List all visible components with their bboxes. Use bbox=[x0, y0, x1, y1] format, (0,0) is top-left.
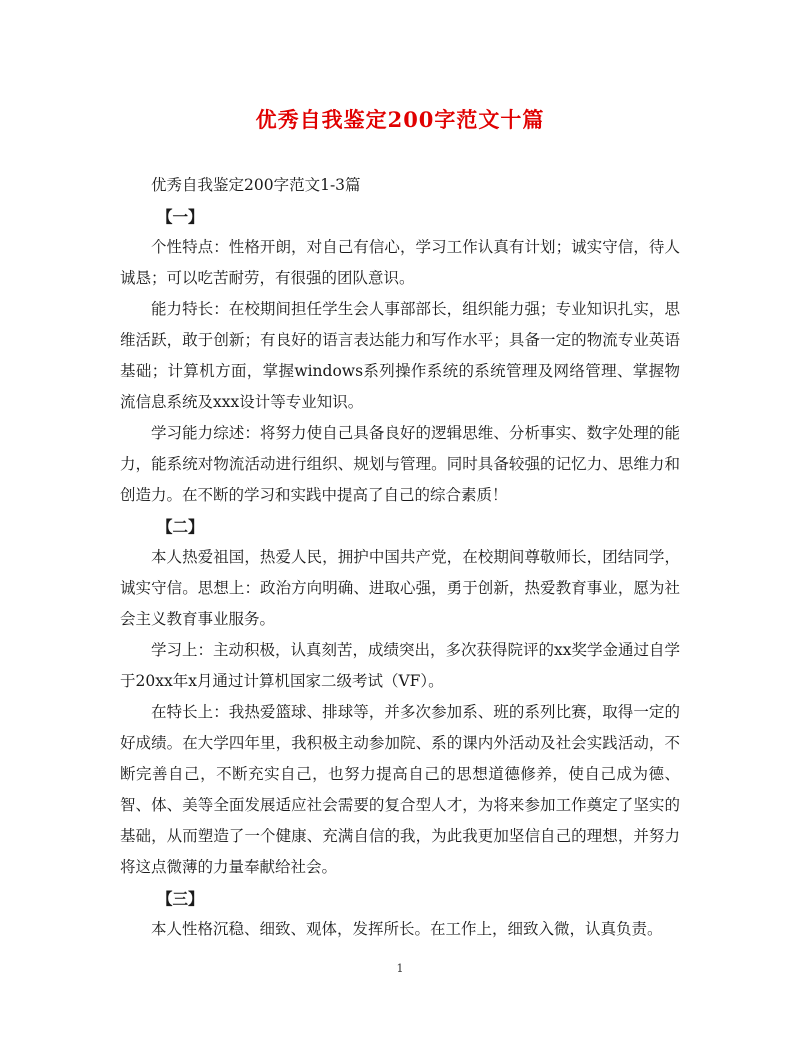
document-body bbox=[120, 170, 680, 945]
paragraph: 个性特点：性格开朗，对自己有信心，学习工作认真有计划；诚实守信，待人诚恳；可以吃苦耐劳，有很强的团队意识。 bbox=[120, 238, 680, 287]
page-number: 1 bbox=[396, 962, 404, 975]
paragraph: 本人性格沉稳、细致、观体，发挥所长。在工作上，细致入微，认真负责。 bbox=[151, 920, 663, 938]
paragraph: 本人热爱祖国，热爱人民，拥护中国共产党，在校期间尊敬师长，团结同学，诚实守信。思想上：政治方向明确、进取心强，勇于创新，热爱教育事业，愿为社会主义教育事业服务。 bbox=[120, 548, 680, 628]
paragraph: 学习能力综述：将努力使自己具备良好的逻辑思维、分析事实、数字处理的能力，能系统对物流活动进行组织、规划与管理。同时具备较强的记忆力、思维力和创造力。在不断的学习和实践中提高了自己的综合素质！ bbox=[120, 424, 680, 504]
document-title: 优秀自我鉴定200字范文十篇 bbox=[255, 107, 545, 132]
document-subtitle: 优秀自我鉴定200字范文1-3篇 bbox=[151, 176, 361, 194]
paragraph: 学习上：主动积极，认真刻苦，成绩突出，多次获得院评的xx奖学金通过自学于20xx年x月通过计算机国家二级考试（VF）。 bbox=[120, 641, 680, 690]
paragraph: 在特长上：我热爱篮球、排球等，并多次参加系、班的系列比赛，取得一定的好成绩。在大学四年里，我积极主动参加院、系的课内外活动及社会实践活动，不断完善自己，不断充实自己，也努力提高自己的思想道德修养，使自己成为德、智、体、美等全面发展适应社会需要的复合型人才，为将来参加工作奠定了坚实的基础，从而塑造了一个健康、充满自信的我，为此我更加坚信自己的理想，并努力将这点微薄的力量奉献给社会。 bbox=[120, 703, 680, 876]
paragraph: 能力特长：在校期间担任学生会人事部部长，组织能力强；专业知识扎实，思维活跃，敢于创新；有良好的语言表达能力和写作水平；具备一定的物流专业英语基础；计算机方面，掌握windows系列操作系统的系统管理及网络管理、掌握物流信息系统及xxx设计等专业知识。 bbox=[120, 300, 680, 411]
section-heading-1: 【一】 bbox=[157, 207, 204, 226]
section-heading-3: 【三】 bbox=[157, 889, 204, 908]
section-heading-2: 【二】 bbox=[157, 517, 204, 536]
